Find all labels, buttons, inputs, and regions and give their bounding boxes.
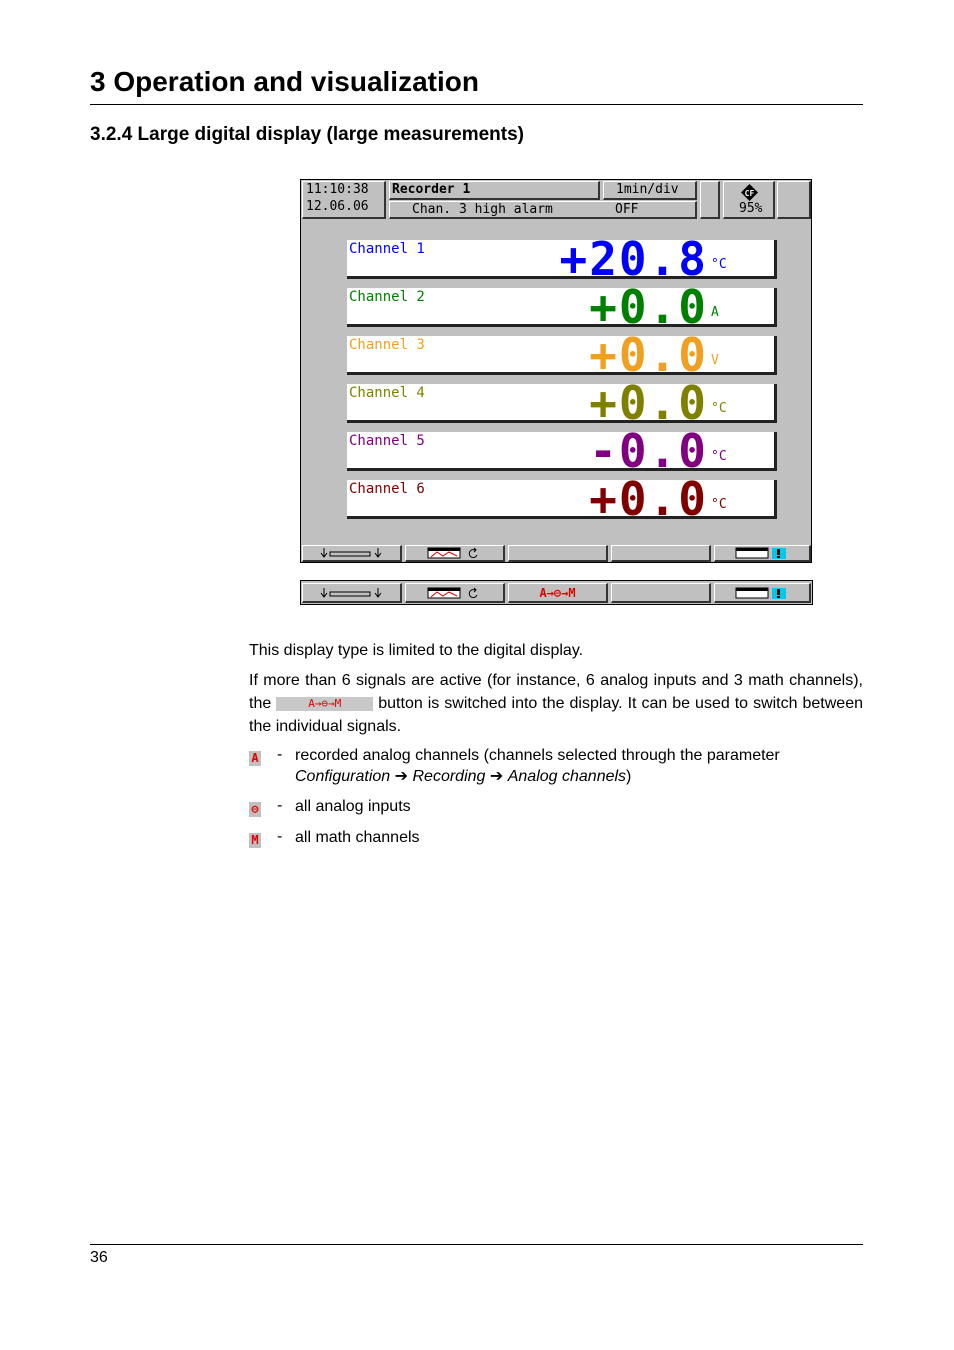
channel-row bbox=[347, 280, 777, 334]
path-arrow-1: ➔ bbox=[394, 768, 409, 785]
alarm-message: Chan. 3 high alarm bbox=[412, 202, 553, 217]
channel-label: Channel 6 bbox=[349, 481, 425, 497]
channel-unit: °C bbox=[711, 257, 727, 272]
memory-percent: 95% bbox=[739, 201, 763, 216]
datetime-box bbox=[302, 181, 386, 219]
recorder-name-box bbox=[389, 181, 600, 200]
bullet-1-main: recorded analog channels (channels selected through the parameter bbox=[295, 747, 780, 764]
page-number: 36 bbox=[90, 1249, 108, 1266]
path-analog-channels: Analog channels bbox=[507, 768, 627, 785]
bullet-dash: - bbox=[277, 746, 283, 763]
channel-unit: V bbox=[711, 353, 719, 368]
time-scale: 1min/div bbox=[616, 182, 679, 197]
channel-value: +0.0 bbox=[589, 328, 708, 382]
header-rule bbox=[90, 104, 863, 105]
bullet-dash: - bbox=[277, 797, 283, 814]
analog-inputs-icon: ⊖ bbox=[249, 802, 261, 817]
channel-value: +0.0 bbox=[589, 280, 708, 334]
chart-refresh-icon bbox=[427, 587, 483, 599]
signal-switch-button[interactable]: A→⊖→M bbox=[508, 583, 608, 603]
footer-rule bbox=[90, 1244, 863, 1245]
bullet-2-text: all analog inputs bbox=[295, 798, 411, 815]
recorder-screen bbox=[300, 179, 812, 563]
channel-label: Channel 5 bbox=[349, 433, 425, 449]
path-arrow-2: ➔ bbox=[489, 768, 504, 785]
info-button-variant[interactable] bbox=[714, 583, 811, 603]
channel-row bbox=[347, 472, 777, 526]
header-spacer-box bbox=[700, 181, 720, 219]
channel-value: -0.0 bbox=[589, 424, 708, 478]
softkey-bar bbox=[301, 544, 812, 563]
display-mode-button-variant[interactable] bbox=[405, 583, 505, 603]
time-text: 11:10:38 bbox=[306, 182, 369, 197]
info-icon bbox=[734, 547, 790, 559]
header-right-box bbox=[777, 181, 811, 219]
inline-signal-switch-button: A→⊖→M bbox=[276, 697, 373, 711]
scroll-down-icon bbox=[320, 548, 384, 558]
path-configuration: Configuration bbox=[295, 768, 391, 785]
channel-label: Channel 2 bbox=[349, 289, 425, 305]
info-icon bbox=[734, 587, 790, 599]
path-recording: Recording bbox=[412, 768, 486, 785]
scroll-down-icon bbox=[320, 588, 384, 598]
channel-row bbox=[347, 232, 777, 286]
channel-unit: °C bbox=[711, 449, 727, 464]
channel-row bbox=[347, 328, 777, 382]
bullet-1-text: recorded analog channels (channels selected through the parameter Configuration ➔ Recording ➔ Analog channels) bbox=[295, 747, 780, 785]
info-button[interactable] bbox=[714, 545, 811, 562]
channel-unit: °C bbox=[711, 497, 727, 512]
analog-recorded-icon: A bbox=[249, 751, 261, 766]
paragraph-2-end: button is switched into the display. It can be used to switch between the individual signals. bbox=[249, 695, 864, 735]
recorder-name: Recorder 1 bbox=[392, 182, 471, 197]
channel-unit: A bbox=[711, 305, 719, 320]
channel-value: +0.0 bbox=[589, 472, 708, 526]
paragraph-1: This display type is limited to the digital display. bbox=[249, 642, 584, 659]
section-title: 3.2.4 Large digital display (large measurements) bbox=[90, 124, 524, 145]
paragraph-2-start: If more than 6 signals are active (for instance, 6 analog inputs and 3 math channels), the bbox=[249, 672, 863, 712]
channel-label: Channel 3 bbox=[349, 337, 425, 353]
channel-value: +0.0 bbox=[589, 376, 708, 430]
memory-card-icon bbox=[741, 184, 758, 201]
channel-label: Channel 4 bbox=[349, 385, 425, 401]
channel-unit: °C bbox=[711, 401, 727, 416]
scroll-down-button[interactable] bbox=[302, 545, 402, 562]
softkey-4-variant[interactable] bbox=[611, 583, 711, 603]
channel-row bbox=[347, 376, 777, 430]
channel-label: Channel 1 bbox=[349, 241, 425, 257]
bullet-dash: - bbox=[277, 828, 283, 845]
chart-refresh-icon bbox=[427, 547, 483, 559]
date-text: 12.06.06 bbox=[306, 199, 369, 214]
chapter-title: 3 Operation and visualization bbox=[90, 66, 479, 97]
channel-value: +20.8 bbox=[559, 232, 708, 286]
alarm-state: OFF bbox=[615, 202, 639, 217]
softkey-3[interactable] bbox=[508, 545, 608, 562]
time-scale-box bbox=[603, 181, 697, 200]
svg-text:CF: CF bbox=[744, 189, 755, 198]
scroll-down-button-variant[interactable] bbox=[302, 583, 402, 603]
memory-box[interactable] bbox=[723, 181, 775, 219]
softkey-4[interactable] bbox=[611, 545, 711, 562]
channel-row bbox=[347, 424, 777, 478]
paragraph-2 bbox=[249, 669, 863, 738]
math-channels-icon: M bbox=[249, 833, 261, 848]
softkey-bar-variant bbox=[300, 580, 813, 605]
alarm-box bbox=[389, 201, 697, 219]
display-mode-button[interactable] bbox=[405, 545, 505, 562]
bullet-3-text: all math channels bbox=[295, 829, 420, 846]
